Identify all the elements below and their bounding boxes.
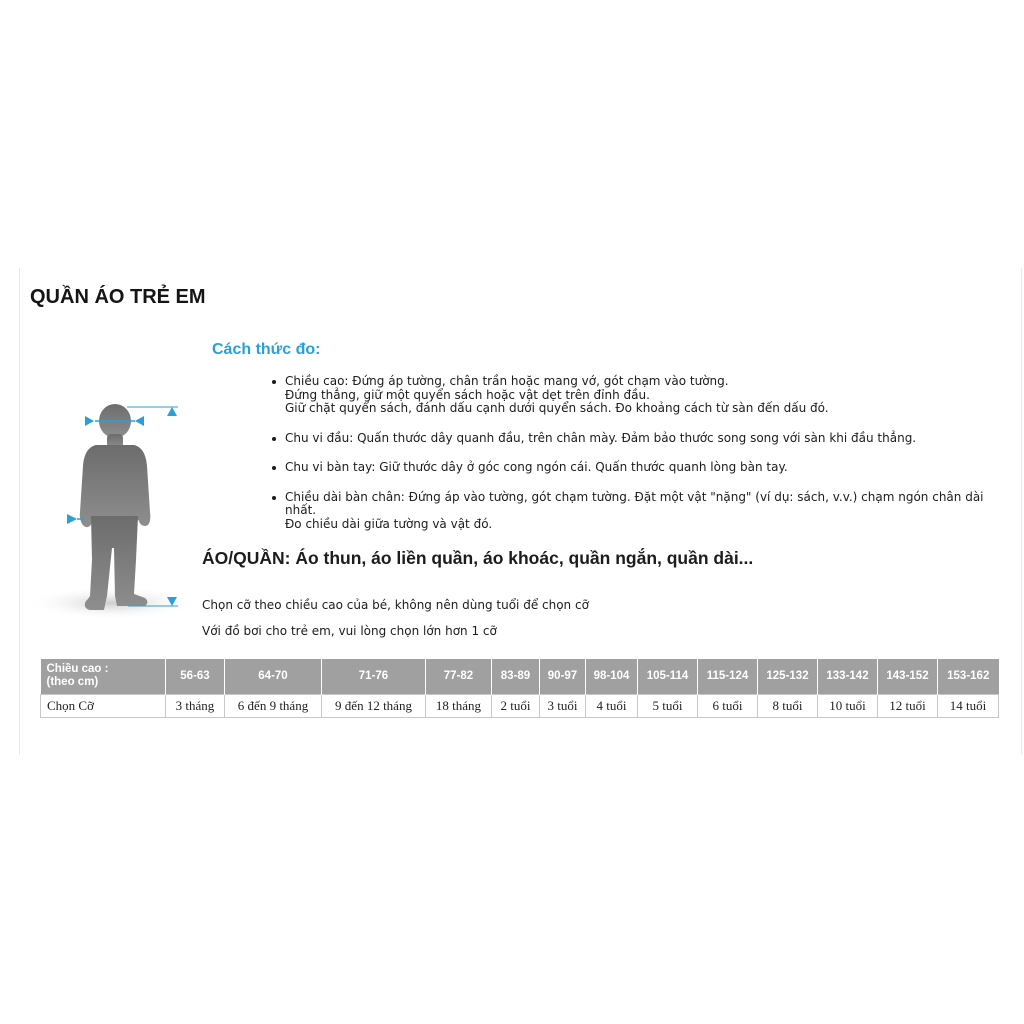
height-range-cell: 83-89 (492, 659, 540, 694)
height-header-row (41, 659, 999, 694)
height-range-cell: 153-162 (938, 659, 999, 694)
size-cell: 5 tuổi (638, 694, 698, 717)
bullet-dot (272, 437, 276, 441)
bullet-dot (272, 466, 276, 470)
height-label-unit: (theo cm) (46, 676, 99, 689)
height-range-cell: 115-124 (698, 659, 758, 694)
child-silhouette-icon (20, 395, 200, 625)
measurement-heading: Cách thức đo: (212, 341, 321, 358)
height-range-cell: 77-82 (426, 659, 492, 694)
size-cell: 3 tháng (166, 694, 225, 717)
bullet-dot (272, 380, 276, 384)
frame-right-border (1021, 268, 1022, 755)
height-range-cell: 56-63 (166, 659, 225, 694)
height-range-cell: 71-76 (322, 659, 426, 694)
height-range-cell: 105-114 (638, 659, 698, 694)
height-range-cell: 90-97 (540, 659, 586, 694)
size-cell: 4 tuổi (586, 694, 638, 717)
height-range-cell: 98-104 (586, 659, 638, 694)
size-cell: 9 đến 12 tháng (322, 694, 426, 717)
size-note-height: Chọn cỡ theo chiều cao của bé, không nên dùng tuổi để chọn cỡ (202, 598, 589, 612)
size-label-cell: Chọn Cỡ (41, 694, 166, 717)
size-cell: 6 tuổi (698, 694, 758, 717)
page-title: QUẦN ÁO TRẺ EM (30, 286, 206, 308)
instruction-line: Chiều cao: Đứng áp tường, chân trần hoặc mang vớ, gót chạm vào tường. (285, 374, 729, 388)
height-range-cell: 125-132 (758, 659, 818, 694)
bullet-dot (272, 496, 276, 500)
instruction-head-circumference (271, 432, 990, 446)
child-figure (80, 404, 151, 610)
size-cell: 3 tuổi (540, 694, 586, 717)
height-range-cell: 133-142 (818, 659, 878, 694)
instruction-line: Chu vi đầu: Quấn thước dây quanh đầu, trên chân mày. Đảm bảo thước song song với sàn khi đầu thẳng. (285, 430, 917, 445)
height-range-cell: 143-152 (878, 659, 938, 694)
instruction-hand-circumference (271, 461, 990, 475)
size-cell: 12 tuổi (878, 694, 938, 717)
height-top-arrow-icon (127, 407, 178, 416)
size-note-swimwear: Với đồ bơi cho trẻ em, vui lòng chọn lớn hơn 1 cỡ (202, 624, 497, 638)
instruction-height (271, 375, 990, 416)
size-cell: 8 tuổi (758, 694, 818, 717)
instruction-foot-length (271, 491, 990, 532)
instruction-line: Chiều dài bàn chân: Đứng áp vào tường, gót chạm tường. Đặt một vật "nặng" (ví dụ: sách, v.v.) chạm ngón chân dài nhất. (285, 489, 984, 517)
clothing-category-heading: ÁO/QUẦN: Áo thun, áo liền quần, áo khoác, quần ngắn, quần dài... (202, 548, 754, 568)
size-cell: 6 đến 9 tháng (225, 694, 322, 717)
size-cell: 10 tuổi (818, 694, 878, 717)
size-cell: 18 tháng (426, 694, 492, 717)
size-row (41, 694, 999, 717)
height-label-line: Chiều cao : (46, 663, 109, 676)
size-cell: 2 tuổi (492, 694, 540, 717)
measurement-instructions (271, 375, 990, 547)
height-label-cell (41, 659, 166, 694)
size-cell: 14 tuổi (938, 694, 999, 717)
instruction-line: Chu vi bàn tay: Giữ thước dây ở góc cong ngón cái. Quấn thước quanh lòng bàn tay. (285, 460, 788, 474)
instruction-line: Giữ chặt quyển sách, đánh dấu cạnh dưới quyển sách. Đo khoảng cách từ sàn đến dấu đó. (285, 401, 829, 415)
instruction-line: Đứng thẳng, giữ một quyển sách hoặc vật dẹt trên đỉnh đầu. (285, 387, 650, 402)
size-chart-table (40, 659, 999, 718)
height-range-cell: 64-70 (225, 659, 322, 694)
instruction-line: Đo chiều dài giữa tường và vật đó. (285, 516, 493, 531)
